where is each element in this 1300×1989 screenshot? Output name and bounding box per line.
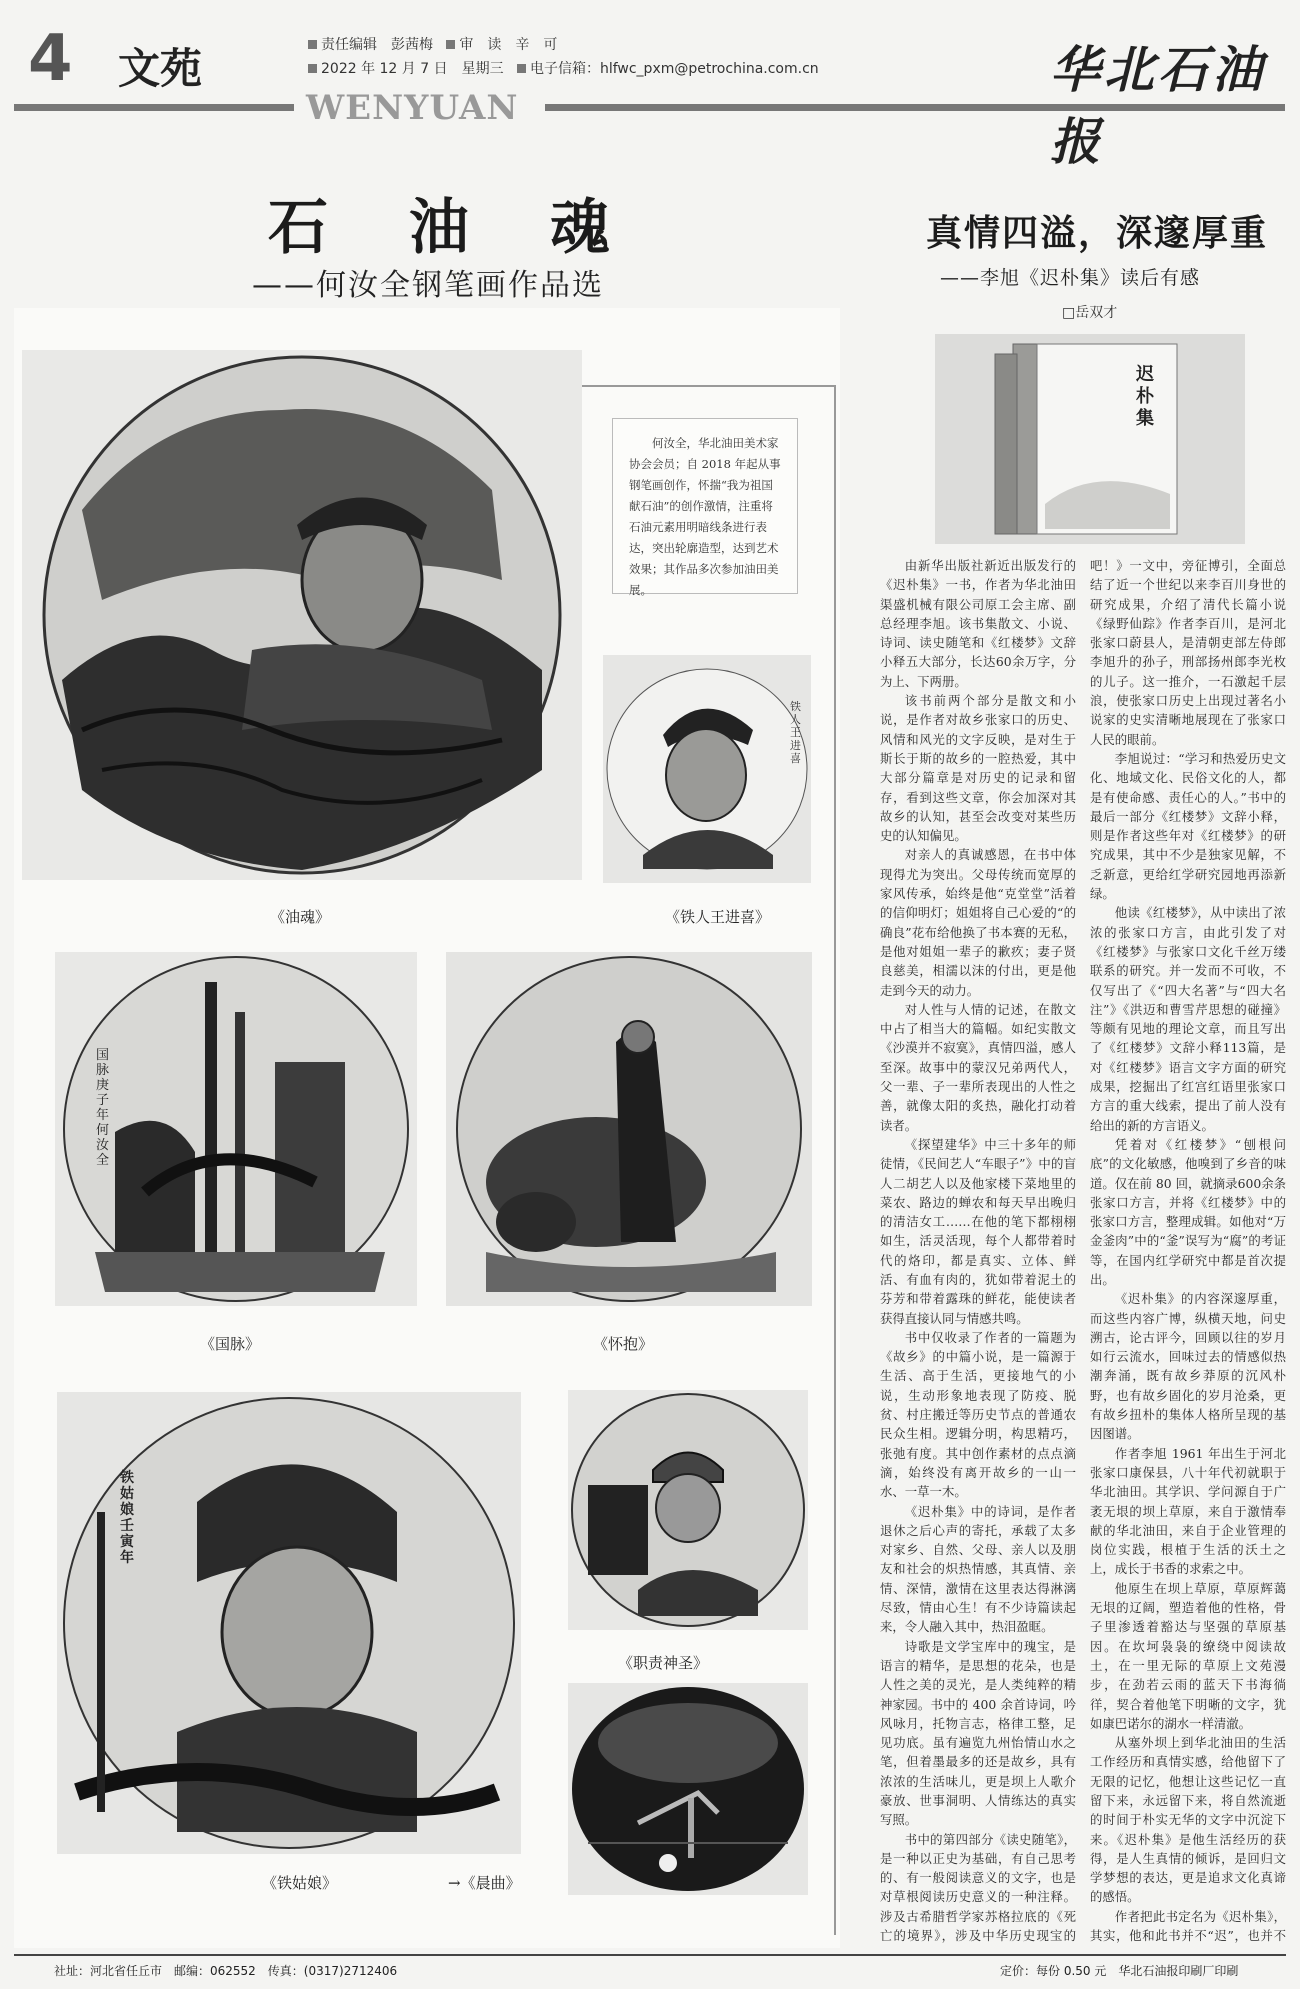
paragraph: 书中的第四部分《读史随笔》，是一种以正史为基础，有自己思考的、有一般阅读意义的文字，也是对草根阅读历史意义的一种注释。涉及古希腊哲学家苏格拉底的《死亡的境界》，涉及中华历史现宝的 xyxy=(880,1831,1076,1944)
artwork-tiegu xyxy=(57,1392,521,1854)
artwork-chenqu xyxy=(568,1683,808,1895)
article-author: □岳双才 xyxy=(1062,305,1118,321)
frame-line xyxy=(834,385,836,1935)
bullet-icon xyxy=(446,40,455,49)
paragraph: 凭着对《红楼梦》“刨根问底”的文化敏感，他嗅到了乡音的味道。仅在前 80 回，就摘录600余条张家口方言，并将《红楼梦》中的张家口方言，整理成辑。如他对“万金釜肉”中的“釜”误写为“腐”的考证等，在国内红学研究中都是首次提出。 xyxy=(1090,1136,1286,1287)
date-line xyxy=(308,58,819,78)
artwork-zhize-drawing xyxy=(568,1390,808,1630)
gallery-title: 石 油 魂 xyxy=(268,193,640,263)
caption-huaibao: 《怀抱》 xyxy=(593,1335,654,1353)
signature-guomai: 国脉 庚子年 何汝全 xyxy=(96,1048,110,1168)
artwork-zhize xyxy=(568,1390,808,1630)
bullet-icon xyxy=(308,40,317,49)
caption-tieren: 《铁人王进喜》 xyxy=(665,908,771,926)
article-title: 真情四溢，深邃厚重 xyxy=(926,212,1269,254)
book-cover-photo xyxy=(935,334,1245,544)
signature-tiegu: 铁姑娘 壬寅年 xyxy=(120,1470,134,1566)
email: 电子信箱：hlfwc_pxm@petrochina.com.cn xyxy=(529,61,819,77)
footer-rule xyxy=(14,1954,1286,1956)
artwork-youhun-drawing xyxy=(22,350,582,880)
issue-date: 2022 年 12 月 7 日 星期三 xyxy=(321,61,504,77)
paragraph: 诗歌是文学宝库中的瑰宝，是语言的精华，是思想的花朵，也是人性之美的灵光，是人类纯粹的精神家园。书中的 400 余首诗词，吟风咏月，托物言志，格律工整，足见功底。虽有遍览九州怡情山水之笔，但着墨最多的还是故乡，具有浓浓的生活味儿，更是坝上人歌介豪放、世事洞明、人情练达的真实写照。 xyxy=(880,1638,1076,1828)
signature-tieren: 铁人王进喜 xyxy=(790,700,801,765)
paragraph: 该书前两个部分是散文和小说，是作者对故乡张家口的历史、风情和风光的文字反映，是对生于斯长于斯的故乡的一腔热爱，其中大部分篇章是对历史的记录和留存，看到这些文章，你会加深对其故乡的认知，甚至会改变对某些历史的认知偏见。 xyxy=(880,693,1076,844)
paragraph: 《探望建华》中三十多年的师徒情，《民间艺人“车眼子”》中的盲人二胡艺人以及他家楼下菜地里的菜农、路边的蝉农和每天早出晚归的清洁女工……在他的笔下都栩栩如生，活灵活现，每个人都带着时代的烙印，都是真实、立体、鲜活、有血有肉的，犹如带着泥土的芬芳和带着露珠的鲜花，能使读者获得直接认同与情感共鸣。 xyxy=(880,1136,1076,1326)
proofread: 审 读 辛 可 xyxy=(459,37,558,53)
paragraph: 作者李旭 1961 年出生于河北张家口康保县，八十年代初就职于华北油田。其学识、学问源自于广袤无垠的坝上草原，来自于激情奉献的华北油田，来自于企业管理的岗位实践，根植于生活的沃土之上，成长于书香的求索之中。 xyxy=(1090,1445,1286,1577)
caption-guomai: 《国脉》 xyxy=(200,1335,261,1353)
bullet-icon xyxy=(517,64,526,73)
paragraph: 《迟朴集》中的诗词，是作者退休之后心声的寄托，承载了太多对家乡、自然、父母、亲人以及朋友和社会的炽热情感，其真情、亲情、深情，激情在这里表达得淋漓尽致，情由心生！有不少诗篇读起来，令人融入其中，热泪盈眶。 xyxy=(880,1503,1076,1635)
artist-bio: 何汝全，华北油田美术家协会会员；自 2018 年起从事钢笔画创作，怀揣“我为祖国献石油”的创作激情，注重将石油元素用明暗线条进行表达，突出轮廓造型，达到艺术效果；其作品多次参加油田美展。 xyxy=(612,418,798,594)
footer-price: 定价：每份 0.50 元 华北石油报印刷厂印刷 xyxy=(1000,1964,1239,1978)
header-rule xyxy=(545,104,1285,111)
frame-line xyxy=(580,385,836,387)
article-column-1 xyxy=(880,556,1076,1944)
artwork-youhun xyxy=(22,350,582,880)
paragraph: 李旭说过：“学习和热爱历史文化、地域文化、民俗文化的人，都是有使命感、责任心的人。”书中的最后一部分《红楼梦》文辞小释，则是作者这些年对《红楼梦》的研究成果，其中不少是独家见解，不乏新意，更给红学研究园地再添新绿。 xyxy=(1090,750,1286,902)
editor: 责任编辑 彭茜梅 xyxy=(321,37,433,53)
masthead-logo: 华北石油报 xyxy=(1050,40,1266,171)
bullet-icon xyxy=(308,64,317,73)
paragraph: 他原生在坝上草原，草原辉蔼无垠的辽阔，塑造着他的性格，骨子里渗透着豁达与坚强的草原基因。在坎坷袅袅的缭绕中阅读故土，在一里无际的草原上文苑漫步，在劲若云雨的蓝天下书海徜徉，契合着他笔下明晰的文字，犹如康巴诺尔的湖水一样清澈。 xyxy=(1090,1580,1286,1731)
gallery-subtitle: ——何汝全钢笔画作品选 xyxy=(252,268,604,303)
artwork-tieren-drawing xyxy=(603,655,811,883)
caption-tiegu: 《铁姑娘》 xyxy=(262,1874,338,1892)
editor-line xyxy=(308,34,557,54)
artwork-huaibao xyxy=(446,952,812,1306)
paragraph: 作者把此书定名为《迟朴集》，其实，他和此书并不“迟”，也并不 xyxy=(1090,1908,1286,1944)
section-name: 文苑 xyxy=(118,44,203,93)
article-column-2 xyxy=(1090,556,1286,1944)
paragraph: 从塞外坝上到华北油田的生活工作经历和真情实感，给他留下了无限的记忆，他想让这些记忆一直留下来，永远留下来，将自然流逝的时间于朴实无华的文字中沉淀下来。《迟朴集》是他生活经历的获得，是人生真情的倾诉，是回归文学梦想的表达，更是追求文化真谛的感悟。 xyxy=(1090,1735,1286,1905)
page-number: 4 xyxy=(28,22,73,96)
caption-chenqu: →《晨曲》 xyxy=(448,1874,521,1892)
article-subtitle: ——李旭《迟朴集》读后有感 xyxy=(940,267,1201,289)
artwork-huaibao-drawing xyxy=(446,952,812,1306)
paragraph: 由新华出版社新近出版发行的《迟朴集》一书，作者为华北油田渠盛机械有限公司原工会主席、副总经理李旭。该书集散文、小说、诗词、读史随笔和《红楼梦》文辞小释五大部分，长达60余万字，分为上、下两册。 xyxy=(880,558,1076,689)
artwork-tieren xyxy=(603,655,811,883)
caption-youhun: 《油魂》 xyxy=(270,908,331,926)
artwork-chenqu-drawing xyxy=(568,1683,808,1895)
paragraph: 他读《红楼梦》，从中读出了浓浓的张家口方言，由此引发了对《红楼梦》与张家口文化千丝万缕联系的研究。并一发而不可收，不仅写出了《“四大名著”与“四大名注”》《洪迈和曹雪芹思想的碰撞》等颇有见地的理论文章，而且写出了《红楼梦》文辞小释113篇，是对《红楼梦》语言文字方面的研究成果，挖掘出了红宫红语里张家口方言的重大线索，提出了前人没有给出的新的方言语义。 xyxy=(1090,905,1286,1133)
paragraph: 吧！》一文中，旁征博引，全面总结了近一个世纪以来李百川身世的研究成果，介绍了清代长篇小说《绿野仙踪》作者李百川，是河北张家口蔚县人，是清朝吏部左侍郎李旭升的孙子，刑部扬州郎李光枚的儿子。这一推介，一石激起千层浪，使张家口历史上出现过著名小说家的史实清晰地展现在了张家口人民的眼前。 xyxy=(1090,558,1286,747)
section-english: WENYUAN xyxy=(306,88,519,128)
paragraph: 《迟朴集》的内容深邃厚重，而这些内容广博，纵横天地，问史溯古，论古评今，回顾以往的岁月如行云流水，回味过去的情感似热潮奔涌，既有故乡莽原的沉风朴野，也有故乡固化的岁月沧桑，更有故乡扭朴的集体人格所呈现的基因图谱。 xyxy=(1090,1291,1286,1442)
header-rule xyxy=(14,104,294,111)
artwork-tiegu-drawing xyxy=(57,1392,521,1854)
paragraph: 对人性与人情的记述，在散文中占了相当大的篇幅。如纪实散文《沙漠并不寂寞》，真情四溢，感人至深。故事中的蒙汉兄弟两代人，父一辈、子一辈所表现出的人性之善，就像太阳的炙热，融化打动着读者。 xyxy=(880,1001,1076,1133)
book-cover-drawing xyxy=(935,334,1245,544)
footer-address: 社址：河北省任丘市 邮编：062552 传真：(0317)2712406 xyxy=(54,1964,398,1978)
book-cover-title: 迟朴集 xyxy=(1136,364,1154,429)
paragraph: 对亲人的真诚感恩，在书中体现得尤为突出。父母传统而宽厚的家风传承，始终是他“克堂堂”活着的信仰明灯；姐姐将自己心爱的“的确良”花布给他换了书本赛的无私，是他对姐姐一辈子的歉疚；妻子贤良慈美，相濡以沫的付出，更是他走到今天的动力。 xyxy=(880,847,1076,998)
caption-zhize: 《职责神圣》 xyxy=(618,1654,709,1672)
paragraph: 书中仅收录了作者的一篇题为《故乡》的中篇小说，是一篇源于生活、高于生活，更接地气的小说，生动形象地表现了防疫、脱贫、村庄搬迁等历史节点的普通农民众生相。逻辑分明，构思精巧，张弛有度。其中创作素材的点点滴滴，始终没有离开故乡的一山一水、一草一木。 xyxy=(880,1329,1076,1500)
